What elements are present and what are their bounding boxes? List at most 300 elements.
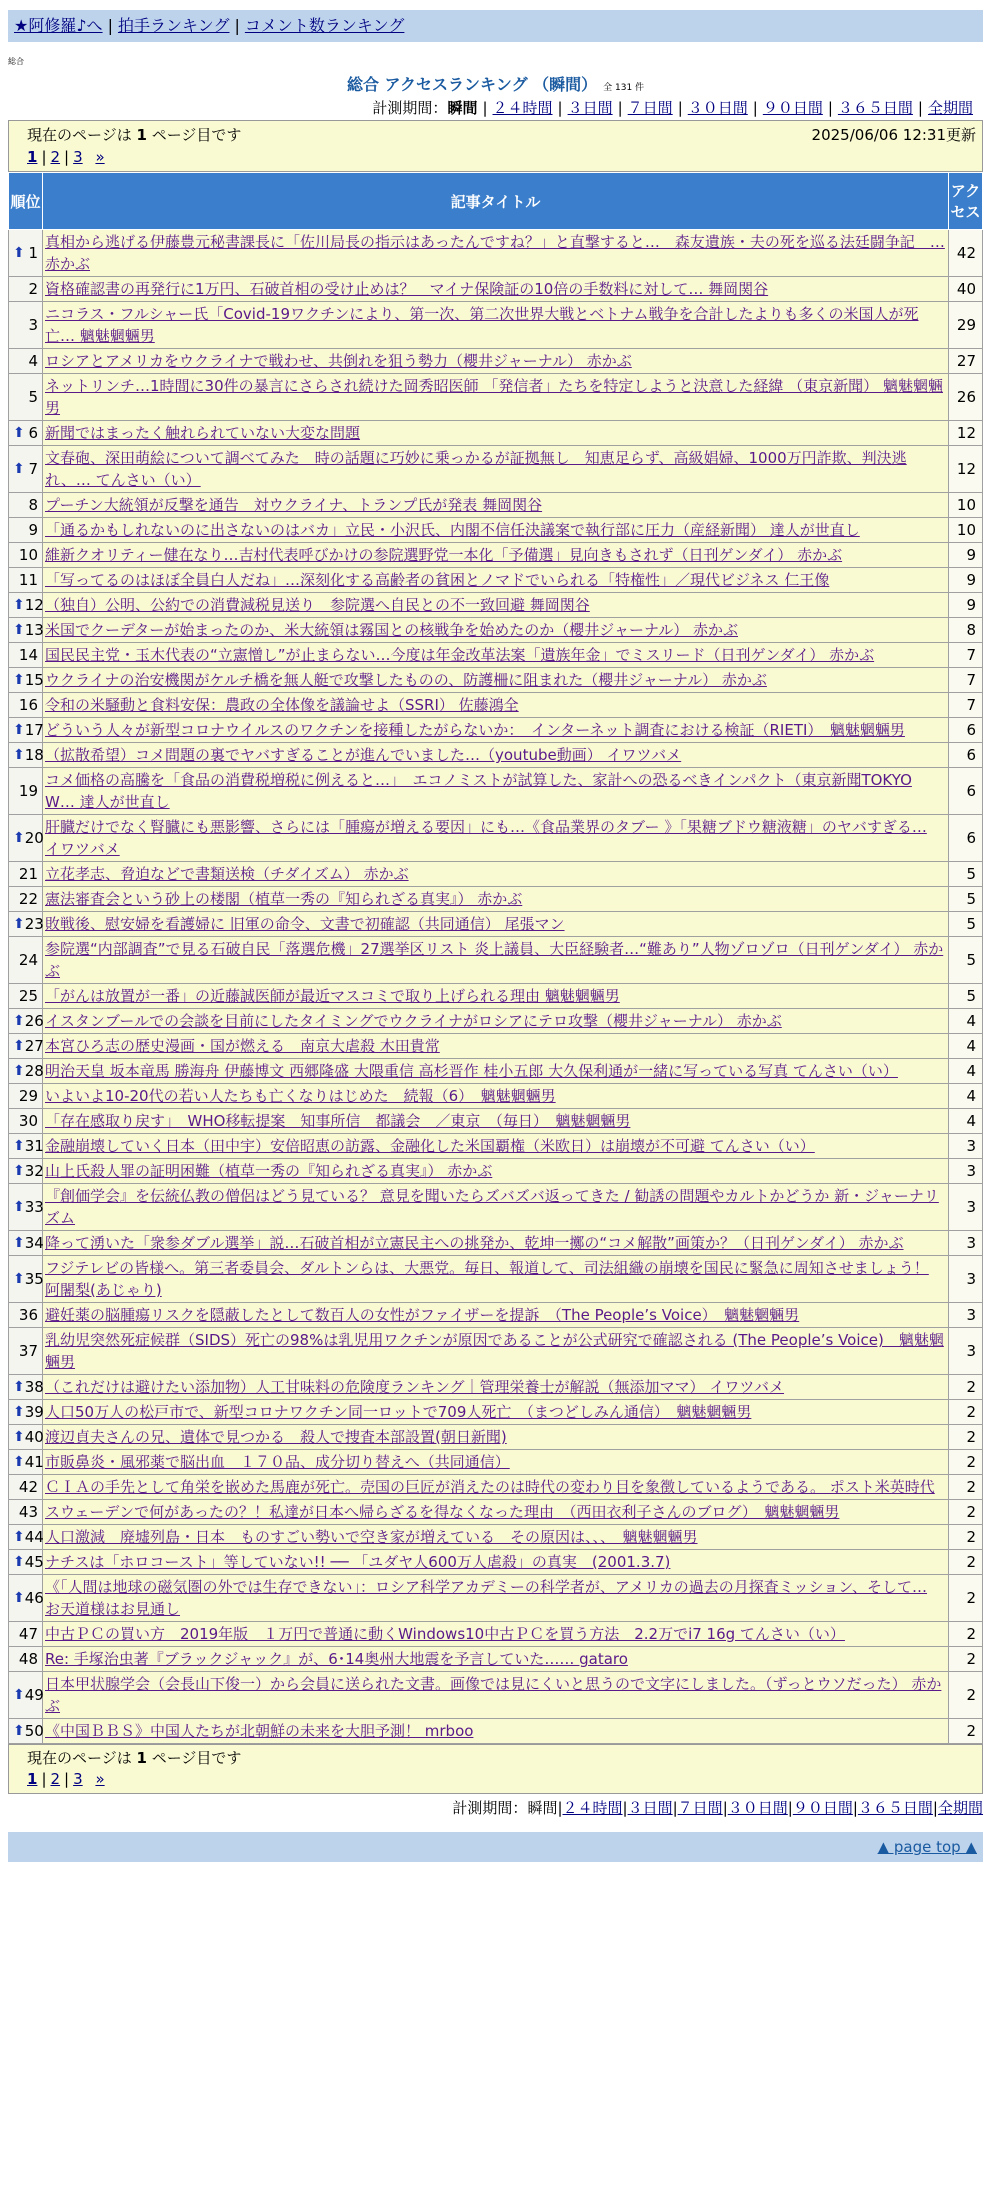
- period-separator: |: [672, 1799, 678, 1817]
- title-cell: [43, 718, 949, 743]
- rank-number: 25: [18, 987, 38, 1005]
- access-count: 2: [949, 1500, 983, 1525]
- article-link[interactable]: 資格確認書の再発行に1万円、石破首相の受け止めは？ マイナ保険証の10倍の手数料に対して… 舞岡関谷: [45, 280, 769, 298]
- table-row: [9, 862, 983, 887]
- table-row: [9, 1425, 983, 1450]
- pager-page-link[interactable]: 2: [50, 148, 61, 166]
- rank-number: 35: [24, 1270, 44, 1288]
- access-count: 2: [949, 1400, 983, 1425]
- access-count: 7: [949, 668, 983, 693]
- rank-number: 5: [28, 388, 38, 406]
- title-cell: [43, 568, 949, 593]
- period-separator: |: [852, 1799, 858, 1817]
- article-link[interactable]: 維新クオリティー健在なり…吉村代表呼びかけの参院選野党一本化「予備選」見向きもされず（日刊ゲンダイ） 赤かぶ: [45, 546, 843, 564]
- table-row: [9, 1034, 983, 1059]
- article-link[interactable]: 人口50万人の松戸市で、新型コロナワクチン同一ロットで709人死亡 （まつどしみん通信） 魑魅魍魎男: [45, 1403, 752, 1421]
- rank-cell: [9, 493, 43, 518]
- up-arrow-icon: ⬆: [13, 916, 25, 932]
- period-selector-bottom: [0, 1794, 983, 1822]
- title-cell: [43, 693, 949, 718]
- rank-number: 14: [18, 646, 38, 664]
- article-link[interactable]: 参院選“内部調査”で見る石破自民「落選危機」27選挙区リスト 炎上議員、大臣経験者…“難あり”人物ゾロゾロ（日刊ゲンダイ） 赤かぶ: [45, 940, 944, 980]
- access-count: 12: [949, 421, 983, 446]
- table-row: [9, 1134, 983, 1159]
- title-cell: [43, 1134, 949, 1159]
- article-link[interactable]: Re: 手塚治虫著『ブラックジャック』が、6･14奥州大地震を予言していた…… gataro: [45, 1650, 628, 1668]
- rank-cell: [9, 984, 43, 1009]
- rank-number: 7: [28, 460, 38, 478]
- rank-number: 41: [24, 1453, 44, 1471]
- table-row: [9, 230, 983, 277]
- access-count: 5: [949, 984, 983, 1009]
- table-row: [9, 1328, 983, 1375]
- table-row: [9, 743, 983, 768]
- rank-cell: [9, 1034, 43, 1059]
- up-arrow-icon: ⬆: [13, 1379, 25, 1395]
- ranking-table: [8, 172, 983, 1744]
- table-row: [9, 1009, 983, 1034]
- access-count: 4: [949, 1109, 983, 1134]
- page-info-number: 1: [136, 1749, 147, 1767]
- title-cell: [43, 1109, 949, 1134]
- article-link[interactable]: 渡辺貞夫さんの兄、遺体で見つかる 殺人で捜査本部設置(朝日新聞): [45, 1428, 507, 1446]
- up-arrow-icon: ⬆: [13, 830, 25, 846]
- pager-page-link[interactable]: 1: [27, 1770, 38, 1788]
- pager-bottom: [27, 1770, 105, 1788]
- access-count: 9: [949, 543, 983, 568]
- table-row: [9, 1184, 983, 1231]
- table-row: [9, 302, 983, 349]
- rank-number: 6: [28, 424, 38, 442]
- article-link[interactable]: 肝臓だけでなく腎臓にも悪影響、さらには「腫瘍が増える要因」にも…《食品業界のタブー 》「果糖ブドウ糖液糖」のヤバすぎる… イワツバメ: [45, 818, 927, 858]
- rank-cell: [9, 693, 43, 718]
- up-arrow-icon: ⬆: [13, 1529, 25, 1545]
- access-count: 2: [949, 1575, 983, 1622]
- table-row: [9, 1375, 983, 1400]
- access-count: 5: [949, 887, 983, 912]
- up-arrow-icon: ⬆: [13, 1063, 25, 1079]
- article-link[interactable]: 令和の米騒動と食料安保：農政の全体像を議論せよ（SSRI） 佐藤鴻全: [45, 696, 519, 714]
- rank-cell: [9, 374, 43, 421]
- period-link[interactable]: ７日間: [627, 99, 673, 117]
- rank-number: 48: [18, 1650, 38, 1668]
- rank-cell: [9, 349, 43, 374]
- rank-cell: [9, 1375, 43, 1400]
- period-link[interactable]: ２４時間: [562, 1799, 623, 1817]
- rank-cell: [9, 1622, 43, 1647]
- table-row: [9, 768, 983, 815]
- pager-page-link[interactable]: 3: [73, 1770, 83, 1788]
- up-arrow-icon: ⬆: [13, 747, 25, 763]
- pager: [27, 148, 105, 166]
- article-link[interactable]: ニコラス・フルシャー氏「Covid-19ワクチンにより、第一次、第二次世界大戦とベトナム戦争を合計したよりも多くの米国人が死亡… 魑魅魍魎男: [45, 305, 919, 345]
- article-link[interactable]: 明治天皇 坂本竜馬 勝海舟 伊藤博文 西郷隆盛 大隈重信 高杉晋作 桂小五郎 大久保利通が一緒に写っている写真 てんさい（い）: [45, 1062, 898, 1080]
- access-count: 3: [949, 1159, 983, 1184]
- table-row: [9, 374, 983, 421]
- access-count: 4: [949, 1009, 983, 1034]
- access-count: 4: [949, 1084, 983, 1109]
- period-link[interactable]: ９０日間: [762, 99, 823, 117]
- period-link[interactable]: 全期間: [937, 1799, 983, 1817]
- rank-cell: [9, 718, 43, 743]
- rank-cell: [9, 518, 43, 543]
- title-cell: [43, 374, 949, 421]
- period-link[interactable]: ７日間: [677, 1799, 723, 1817]
- article-link[interactable]: ウクライナの治安機関がケルチ橋を無人艇で攻撃したものの、防護柵に阻まれた（櫻井ジャーナル） 赤かぶ: [45, 671, 767, 689]
- table-row: [9, 349, 983, 374]
- rank-number: 34: [24, 1234, 44, 1252]
- home-link[interactable]: ★阿修羅♪へ: [14, 16, 103, 35]
- rank-number: 10: [18, 546, 38, 564]
- title-cell: [43, 277, 949, 302]
- rank-number: 18: [24, 746, 44, 764]
- nav-separator: |: [234, 16, 240, 35]
- article-link[interactable]: 降って湧いた「衆参ダブル選挙」説…石破首相が立憲民主への挑発か、乾坤一擲の“コメ解散”画策か？（日刊ゲンダイ） 赤かぶ: [45, 1234, 904, 1252]
- rank-number: 12: [24, 596, 44, 614]
- table-row: [9, 518, 983, 543]
- rank-cell: [9, 230, 43, 277]
- period-selector: [0, 96, 983, 120]
- access-count: 6: [949, 815, 983, 862]
- access-count: 7: [949, 643, 983, 668]
- rank-cell: [9, 1256, 43, 1303]
- table-row: [9, 1303, 983, 1328]
- page-top-link[interactable]: ▲ page top ▲: [877, 1838, 977, 1856]
- title-cell: [43, 1256, 949, 1303]
- rank-number: 19: [18, 782, 38, 800]
- article-link[interactable]: コメ価格の高騰を「食品の消費税増税に例えると…」 エコノミストが試算した、家計への恐るべきインパクト（東京新聞TOKYO W… 達人が世直し: [45, 771, 912, 811]
- table-row: [9, 446, 983, 493]
- period-label: 計測期間：: [452, 1799, 528, 1817]
- access-count: 2: [949, 1450, 983, 1475]
- period-link[interactable]: ３０日間: [727, 1799, 788, 1817]
- table-row: [9, 1109, 983, 1134]
- rank-number: 30: [18, 1112, 38, 1130]
- access-count: 8: [949, 618, 983, 643]
- up-arrow-icon: ⬆: [13, 1429, 25, 1445]
- period-link[interactable]: ２４時間: [492, 99, 553, 117]
- up-arrow-icon: ⬆: [13, 1163, 25, 1179]
- page-info-prefix: 現在のページは: [27, 126, 132, 144]
- rank-number: 36: [18, 1306, 38, 1324]
- up-arrow-icon: ⬆: [13, 597, 25, 613]
- article-link[interactable]: 避妊薬の脳腫瘍リスクを隠蔽したとして数百人の女性がファイザーを提訴 （The People’s Voice） 魑魅魍魎男: [45, 1306, 800, 1324]
- rank-number: 3: [28, 316, 38, 334]
- rank-cell: [9, 643, 43, 668]
- page-info-number: 1: [136, 126, 147, 144]
- period-separator: |: [787, 1799, 793, 1817]
- article-link[interactable]: 乳幼児突然死症候群（SIDS）死亡の98%は乳児用ワクチンが原因であることが公式研究で確認される (The People’s Voice) 魑魅魍魎男: [45, 1331, 944, 1371]
- title-cell: [43, 1159, 949, 1184]
- rank-number: 43: [18, 1503, 38, 1521]
- article-link[interactable]: （これだけは避けたい添加物）人工甘味料の危険度ランキング｜管理栄養士が解説（無添加ママ） イワツバメ: [45, 1378, 785, 1396]
- title-cell: [43, 1647, 949, 1672]
- rank-number: 17: [24, 721, 44, 739]
- title-cell: [43, 618, 949, 643]
- title-cell: [43, 1059, 949, 1084]
- rank-cell: [9, 1328, 43, 1375]
- up-arrow-icon: ⬆: [13, 672, 25, 688]
- rank-cell: [9, 1475, 43, 1500]
- rank-number: 8: [28, 496, 38, 514]
- period-link[interactable]: ３０日間: [687, 99, 748, 117]
- rank-number: 1: [28, 244, 38, 262]
- rank-cell: [9, 1184, 43, 1231]
- access-count: 2: [949, 1425, 983, 1450]
- article-link[interactable]: ネットリンチ…1時間に30件の暴言にさらされ続けた岡秀昭医師 「発信者」たちを特定しようと決意した経緯 （東京新聞） 魑魅魍魎男: [45, 377, 943, 417]
- title-cell: [43, 743, 949, 768]
- article-link[interactable]: どういう人々が新型コロナウイルスのワクチンを接種したがらないか： インターネット調査における検証（RIETI） 魑魅魍魎男: [45, 721, 905, 739]
- pager-page-link[interactable]: 1: [27, 148, 38, 166]
- access-count: 5: [949, 912, 983, 937]
- rank-cell: [9, 1109, 43, 1134]
- table-row: [9, 1550, 983, 1575]
- up-arrow-icon: ⬆: [13, 1687, 25, 1703]
- access-count: 2: [949, 1672, 983, 1719]
- article-link[interactable]: ナチスは「ホロコースト」等していない!! ── 「ユダヤ人600万人虐殺」の真実 (2001.3.7): [45, 1553, 671, 1571]
- rank-number: 11: [18, 571, 38, 589]
- rank-cell: [9, 1525, 43, 1550]
- pager-page-link[interactable]: 3: [73, 148, 83, 166]
- period-link[interactable]: ９０日間: [792, 1799, 853, 1817]
- page-title-text: 総合 アクセスランキング （瞬間）: [346, 75, 598, 94]
- rank-cell: [9, 543, 43, 568]
- period-current: 瞬間: [447, 99, 478, 117]
- rank-number: 22: [18, 890, 38, 908]
- rank-cell: [9, 862, 43, 887]
- pager-next-link[interactable]: »: [95, 1770, 105, 1788]
- table-row: [9, 568, 983, 593]
- table-row: [9, 1159, 983, 1184]
- rank-number: 38: [24, 1378, 44, 1396]
- article-link[interactable]: 立花孝志、脅迫などで書類送検（チダイズム） 赤かぶ: [45, 865, 409, 883]
- period-link[interactable]: ３日間: [567, 99, 613, 117]
- article-link[interactable]: プーチン大統領が反撃を通告 対ウクライナ、トランプ氏が発表 舞岡関谷: [45, 496, 543, 514]
- table-row: [9, 1059, 983, 1084]
- table-row: [9, 912, 983, 937]
- table-row: [9, 543, 983, 568]
- table-row: [9, 1500, 983, 1525]
- pager-space: [87, 1770, 92, 1788]
- rank-cell: [9, 815, 43, 862]
- article-link[interactable]: スウェーデンで何があったの？！私達が日本へ帰らざるを得なくなった理由 （西田衣利子さんのブログ） 魑魅魍魎男: [45, 1503, 840, 1521]
- access-count: 10: [949, 493, 983, 518]
- table-row: [9, 643, 983, 668]
- rank-cell: [9, 1084, 43, 1109]
- up-arrow-icon: ⬆: [13, 1554, 25, 1570]
- article-link[interactable]: 敗戦後、慰安婦を看護婦に 旧軍の命令、文書で初確認（共同通信） 尾張マン: [45, 915, 565, 933]
- pager-next-link[interactable]: »: [95, 148, 105, 166]
- page-info-suffix: ページ目です: [151, 1749, 242, 1767]
- table-row: [9, 493, 983, 518]
- table-row: [9, 668, 983, 693]
- article-link[interactable]: 市販鼻炎・風邪薬で脳出血 １７０品、成分切り替えへ（共同通信）: [45, 1453, 510, 1471]
- title-cell: [43, 1450, 949, 1475]
- article-link[interactable]: ロシアとアメリカをウクライナで戦わせ、共倒れを狙う勢力（櫻井ジャーナル） 赤かぶ: [45, 352, 632, 370]
- period-separator: |: [482, 99, 488, 117]
- title-cell: [43, 984, 949, 1009]
- period-link[interactable]: ３６５日間: [857, 1799, 933, 1817]
- title-cell: [43, 518, 949, 543]
- article-link[interactable]: 山上氏殺人罪の証明困難（植草一秀の『知られざる真実』） 赤かぶ: [45, 1162, 493, 1180]
- page-title: [0, 74, 991, 96]
- article-link[interactable]: 憲法審査会という砂上の楼閣（植草一秀の『知られざる真実』） 赤かぶ: [45, 890, 523, 908]
- rank-cell: [9, 1134, 43, 1159]
- pager-separator: |: [41, 1770, 47, 1788]
- rank-number: 26: [24, 1012, 44, 1030]
- table-row: [9, 1719, 983, 1744]
- article-link[interactable]: 「通るかもしれないのに出さないのはバカ」立民・小沢氏、内閣不信任決議案で執行部に圧力（産経新聞） 達人が世直し: [45, 521, 860, 539]
- rank-cell: [9, 1647, 43, 1672]
- article-link[interactable]: 本宮ひろ志の歴史漫画・国が燃える 南京大虐殺 木田貴常: [45, 1037, 440, 1055]
- rank-cell: [9, 1425, 43, 1450]
- rank-number: 24: [18, 951, 38, 969]
- page-info-prefix: 現在のページは: [27, 1749, 132, 1767]
- title-cell: [43, 1009, 949, 1034]
- article-link[interactable]: ＣＩＡの手先として角栄を嵌めた馬鹿が死亡。売国の巨匠が消えたのは時代の変わり目を象徴しているようである。 ポスト米英時代: [45, 1478, 935, 1496]
- access-count: 3: [949, 1256, 983, 1303]
- access-count: 42: [949, 230, 983, 277]
- period-link[interactable]: 全期間: [927, 99, 973, 117]
- article-link[interactable]: 「がんは放置が一番」の近藤誠医師が最近マスコミで取り上げられる理由 魑魅魍魎男: [45, 987, 620, 1005]
- period-separator: |: [557, 99, 563, 117]
- article-link[interactable]: 金融崩壊していく日本（田中宇）安倍昭恵の訪露、金融化した米国覇権（米欧日）は崩壊が不可避 てんさい（い）: [45, 1137, 815, 1155]
- rank-number: 29: [18, 1087, 38, 1105]
- rank-number: 45: [24, 1553, 44, 1571]
- period-separator: |: [617, 99, 623, 117]
- title-cell: [43, 887, 949, 912]
- rank-cell: [9, 446, 43, 493]
- article-link[interactable]: 日本甲状腺学会（会長山下俊一）から会員に送られた文書。画像では見にくいと思うので文字にしました。（ずっとウソだった） 赤かぶ: [45, 1675, 942, 1715]
- title-cell: [43, 446, 949, 493]
- access-count: 6: [949, 768, 983, 815]
- rank-cell: [9, 302, 43, 349]
- article-link[interactable]: 「存在感取り戻す」 WHO移転提案 知事所信 都議会 ／東京 （毎日） 魑魅魍魎男: [45, 1112, 631, 1130]
- rank-cell: [9, 568, 43, 593]
- page-info: [27, 124, 241, 145]
- rank-number: 23: [24, 915, 44, 933]
- pager-page-link[interactable]: 2: [50, 1770, 61, 1788]
- article-link[interactable]: イスタンブールでの会談を目前にしたタイミングでウクライナがロシアにテロ攻撃（櫻井ジャーナル） 赤かぶ: [45, 1012, 782, 1030]
- article-link[interactable]: 新聞ではまったく触れられていない大変な問題: [45, 424, 361, 442]
- rank-number: 13: [24, 621, 44, 639]
- up-arrow-icon: ⬆: [13, 425, 25, 441]
- article-link[interactable]: 米国でクーデターが始まったのか、米大統領は霧国との核戦争を始めたのか（櫻井ジャーナル） 赤かぶ: [45, 621, 738, 639]
- table-row: [9, 1475, 983, 1500]
- page-info-suffix: ページ目です: [151, 126, 242, 144]
- access-count: 3: [949, 1231, 983, 1256]
- access-count: 40: [949, 277, 983, 302]
- title-cell: [43, 912, 949, 937]
- table-row: [9, 718, 983, 743]
- article-link[interactable]: フジテレビの皆様へ。第三者委員会、ダルトンらは、大悪党。毎日、報道して、司法組織の崩壊を国民に緊急に周知させましょう！ 阿闍梨(あじゃり): [45, 1259, 929, 1299]
- pager-separator: |: [64, 148, 70, 166]
- pager-separator: |: [41, 148, 47, 166]
- rank-number: 46: [24, 1589, 44, 1607]
- article-link[interactable]: 国民民主党・玉木代表の“立憲憎し”が止まらない…今度は年金改革法案「遺族年金」でミスリード（日刊ゲンダイ） 赤かぶ: [45, 646, 875, 664]
- title-cell: [43, 543, 949, 568]
- up-arrow-icon: ⬆: [13, 1271, 25, 1287]
- pager-space: [87, 148, 92, 166]
- article-link[interactable]: いよいよ10-20代の若い人たちも亡くなりはじめた 続報（6） 魑魅魍魎男: [45, 1087, 556, 1105]
- rank-cell: [9, 1672, 43, 1719]
- rank-number: 32: [24, 1162, 44, 1180]
- access-count: 2: [949, 1550, 983, 1575]
- rank-cell: [9, 277, 43, 302]
- article-link[interactable]: （独自）公明、公約での消費減税見送り 参院選へ自民との不一致回避 舞岡関谷: [45, 596, 590, 614]
- title-cell: [43, 1400, 949, 1425]
- access-count: 3: [949, 1303, 983, 1328]
- period-separator: |: [752, 99, 758, 117]
- title-cell: [43, 815, 949, 862]
- access-count: 3: [949, 1328, 983, 1375]
- access-count: 4: [949, 1034, 983, 1059]
- rank-cell: [9, 1009, 43, 1034]
- title-cell: [43, 593, 949, 618]
- article-link[interactable]: 人口激減 廃墟列島・日本 ものすごい勢いで空き家が増えている その原因は、、、 魑魅魍魎男: [45, 1528, 698, 1546]
- page-status-box-bottom: [8, 1744, 983, 1794]
- bottom-bar: [8, 1832, 983, 1862]
- pager-separator: |: [64, 1770, 70, 1788]
- period-link[interactable]: ３日間: [627, 1799, 673, 1817]
- access-count: 26: [949, 374, 983, 421]
- article-link[interactable]: 中古ＰＣの買い方 2019年版 １万円で普通に動くWindows10中古ＰＣを買う方法 2.2万でi7 16g てんさい（い）: [45, 1625, 845, 1643]
- article-link[interactable]: 《中国ＢＢＳ》中国人たちが北朝鮮の未来を大胆予測！ mrboo: [45, 1722, 474, 1740]
- access-count: 27: [949, 349, 983, 374]
- total-count: 全 131 件: [603, 83, 645, 93]
- title-cell: [43, 1475, 949, 1500]
- clap-ranking-link[interactable]: 拍手ランキング: [117, 16, 230, 35]
- table-row: [9, 1672, 983, 1719]
- rank-cell: [9, 1400, 43, 1425]
- article-link[interactable]: 真相から逃げる伊藤豊元秘書課長に「佐川局長の指示はあったんですね？」と直撃すると… 森友遺族・夫の死を巡る法廷闘争記 … 赤かぶ: [45, 233, 945, 273]
- table-row: [9, 1400, 983, 1425]
- title-cell: [43, 1672, 949, 1719]
- article-link[interactable]: 「写ってるのはほぼ全員白人だね」…深刻化する高齢者の貧困とノマドでいられる「特権性」／現代ビジネス 仁王像: [45, 571, 830, 589]
- rank-cell: [9, 1059, 43, 1084]
- title-cell: [43, 230, 949, 277]
- table-row: [9, 984, 983, 1009]
- access-count: 10: [949, 518, 983, 543]
- article-link[interactable]: 『創価学会』を伝統仏教の僧侶はどう見ている？ 意見を聞いたらズバズバ返ってきた / 勧誘の問題やカルトかどうか 新・ジャーナリズム: [45, 1187, 939, 1227]
- page-info: [27, 1747, 241, 1768]
- comment-ranking-link[interactable]: コメント数ランキング: [244, 16, 405, 35]
- up-arrow-icon: ⬆: [13, 1454, 25, 1470]
- rank-cell: [9, 1550, 43, 1575]
- table-row: [9, 277, 983, 302]
- access-count: 2: [949, 1622, 983, 1647]
- rank-number: 42: [18, 1478, 38, 1496]
- rank-cell: [9, 1719, 43, 1744]
- article-link[interactable]: 文春砲、深田萌絵について調べてみた 時の話題に巧妙に乗っかるが証拠無し 知恵足らず、高級娼婦、1000万円詐欺、判決逃れ、… てんさい（い）: [45, 449, 907, 489]
- table-row: [9, 693, 983, 718]
- access-count: 29: [949, 302, 983, 349]
- up-arrow-icon: ⬆: [13, 1199, 25, 1215]
- period-link[interactable]: ３６５日間: [837, 99, 913, 117]
- table-row: [9, 1647, 983, 1672]
- access-count: 6: [949, 743, 983, 768]
- title-header: 記事タイトル: [43, 173, 949, 230]
- table-row: [9, 421, 983, 446]
- access-count: 6: [949, 718, 983, 743]
- up-arrow-icon: ⬆: [13, 1235, 25, 1251]
- access-count: 9: [949, 568, 983, 593]
- article-link[interactable]: 《「人間は地球の磁気圏の外では生存できない」：ロシア科学アカデミーの科学者が、アメリカの過去の月探査ミッション、そして… お天道様はお見通し: [45, 1578, 928, 1618]
- title-cell: [43, 1184, 949, 1231]
- rank-cell: [9, 1500, 43, 1525]
- article-link[interactable]: （拡散希望）コメ問題の裏でヤバすぎることが進んでいました…（youtube動画） イワツバメ: [45, 746, 682, 764]
- title-cell: [43, 1425, 949, 1450]
